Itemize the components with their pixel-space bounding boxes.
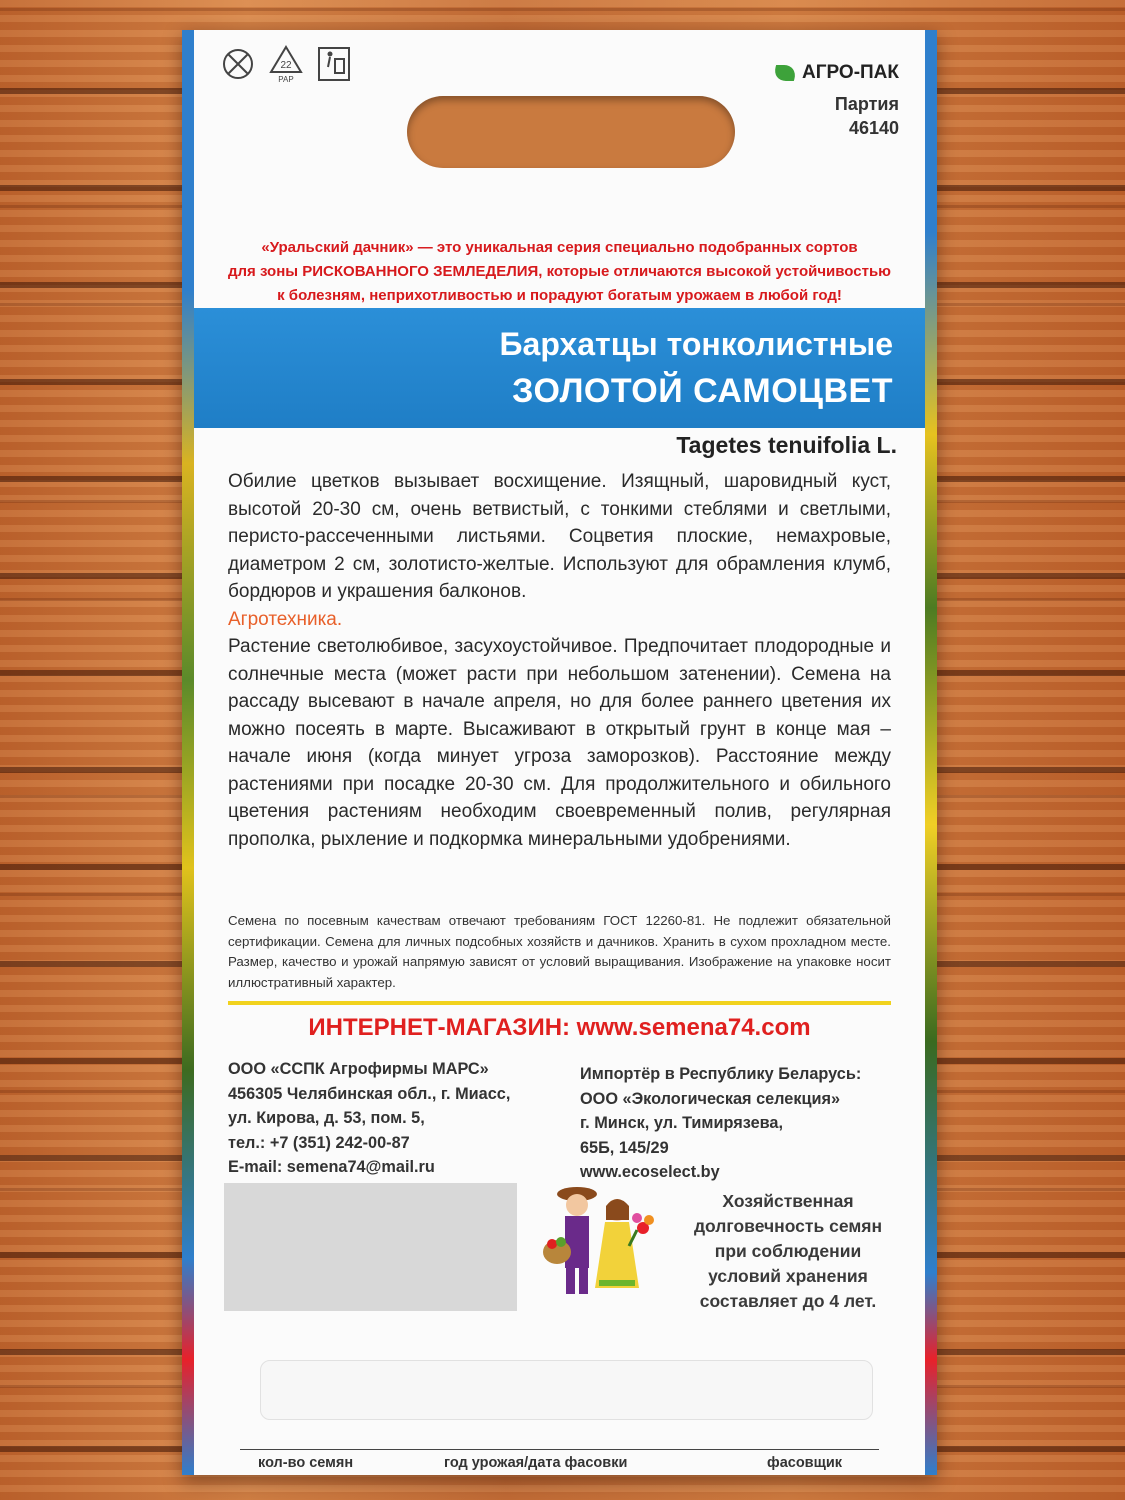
agro-heading: Агротехника.: [228, 608, 343, 630]
label-area: [224, 1183, 517, 1311]
company-line: ул. Кирова, д. 53, пом. 5,: [228, 1109, 425, 1127]
durability-line: условий хранения: [708, 1266, 868, 1286]
shop-link: ИНТЕРНЕТ-МАГАЗИН: www.semena74.com: [308, 1014, 811, 1041]
company-line: 456305 Челябинская обл., г. Миасс,: [228, 1084, 511, 1103]
company-phone: тел.: +7 (351) 242-00-87: [228, 1133, 410, 1152]
company-line: ООО «ССПК Агрофирмы МАРС»: [228, 1060, 489, 1078]
harvest-date-field: год урожая/дата фасовки: [444, 1455, 628, 1471]
product-title: Бархатцы тонколистные: [499, 326, 893, 362]
latin-name: Tagetes tenuifolia L.: [676, 432, 897, 458]
disclaimer-text: Семена по посевным качествам отвечают требованиям ГОСТ 12260-81. Не подлежит обязательной сертификации. Семена для личных подсобных хозяйств и дачников. Хранить в сухом прохладном месте. Размер, качество и урожай напрямую зависят от условий выращивания. Изображение на упаковке носит иллюстративный характер.: [228, 913, 891, 990]
farmers-illustration: [537, 1180, 667, 1310]
importer-line: г. Минск, ул. Тимирязева,: [580, 1114, 784, 1132]
description-text: Обилие цветков вызывает восхищение. Изящный, шаровидный куст, высотой 20-30 см, очень ветвистый, с тонкими стеблями и светлыми, перисто-рассеченными листьями. Соцветия плоские, немахровые, диаметром 2 см, золотисто-желтые. Используют для обрамления клумб, бордюров и украшения балконов.: [228, 471, 891, 602]
bottom-panel: [260, 1360, 873, 1420]
durability-line: Хозяйственная: [722, 1191, 854, 1211]
brand-name: АГРО-ПАК: [802, 62, 899, 83]
seed-count-field: кол-во семян: [258, 1455, 354, 1471]
agro-text: Растение светолюбивое, засухоустойчивое. Предпочитает плодородные и солнечные места (может расти при небольшом затенении). Семена на рассаду высевают в начале апреля, но для более раннего цветения их можно посеять в марте. Высаживают в открытый грунт в конце мая – начале июня (когда минует угроза заморозков). Расстояние между растениями при посадке 20-30 см. Для продолжительного и обильного цветения растениям необходим своевременный полив, регулярная прополка, рыхление и подкормка минеральными удобрениями.: [228, 636, 891, 850]
importer-line: 65Б, 145/29: [580, 1138, 669, 1157]
seed-durability-note: [668, 1189, 908, 1314]
company-email: E-mail: semena74@mail.ru: [228, 1158, 435, 1176]
batch-label: Партия: [834, 94, 899, 114]
intro-line: к болезням, неприхотливостью и порадуют богатым урожаем в любой год!: [277, 287, 842, 304]
durability-line: составляет до 4 лет.: [699, 1291, 877, 1311]
packer-field: фасовщик: [767, 1455, 842, 1471]
recycle-label: PAP: [278, 74, 294, 84]
batch-number: 46140: [848, 118, 899, 138]
importer-website: www.ecoselect.by: [580, 1163, 720, 1181]
description-block: [228, 468, 891, 853]
company-address: [228, 1057, 510, 1180]
variety-name: ЗОЛОТОЙ САМОЦВЕТ: [512, 372, 893, 410]
recycle-code: 22: [280, 59, 292, 71]
importer-line: Импортёр в Республику Беларусь:: [580, 1065, 862, 1083]
fill-in-line: [240, 1449, 879, 1450]
divider-line: [228, 1001, 891, 1005]
importer-address: [580, 1062, 861, 1185]
durability-line: при соблюдении: [714, 1241, 862, 1261]
intro-line: для зоны РИСКОВАННОГО ЗЕМЛЕДЕЛИЯ, которые отличаются высокой устойчивостью: [228, 263, 891, 280]
series-intro: [212, 236, 907, 308]
durability-line: долговечность семян: [693, 1216, 883, 1236]
intro-line: «Уральский дачник» — это уникальная серия специально подобранных сортов: [261, 239, 858, 256]
importer-line: ООО «Экологическая селекция»: [580, 1089, 841, 1108]
